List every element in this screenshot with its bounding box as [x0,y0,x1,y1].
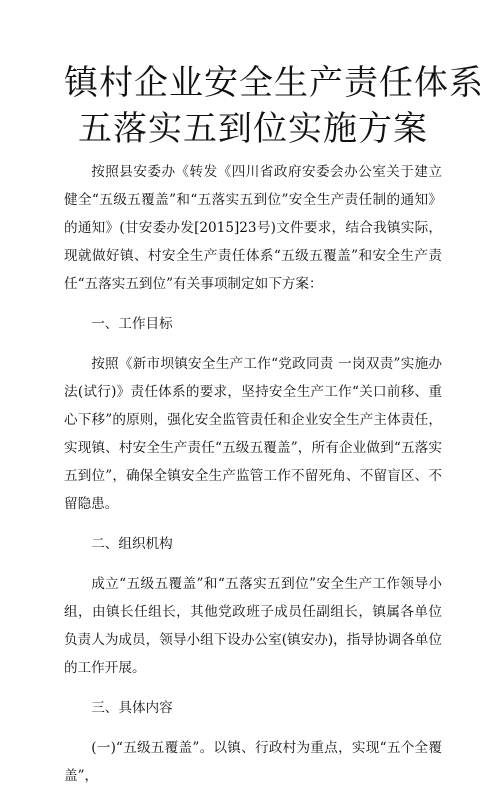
section-heading-organization: 二、组织机构 [91,536,173,552]
section-paragraph-organization: 成立“五级五覆盖”和“五落实五到位”安全生产工作领导小组，由镇长任组长，其他党政班子成员任副组长，镇属各单位负责人为成员，领导小组下设办公室(镇安办)，指导协调各单位的工作开展。 [64,576,442,676]
document-title [64,60,484,152]
section-heading-goals: 一、工作目标 [91,316,173,332]
section-paragraph-goals: 按照《新市坝镇安全生产工作“党政同责 一岗双责”实施办法(试行)》责任体系的要求，坚持安全生产工作“关口前移、重心下移”的原则，强化安全监管责任和企业安全生产主体责任，实现镇、村安全生产责任“五级五覆盖”，所有企业做到“五落实五到位”，确保全镇安全生产监管工作不留死角、不留盲区、不留隐患。 [64,356,442,512]
title-line-2: 五落实五到位实施方案 [78,109,428,149]
intro-paragraph: 按照县安委办《转发《四川省政府安委会办公室关于建立健全“五级五覆盖”和“五落实五到位”安全生产责任制的通知》的通知》(甘安委办发[2015]23号)文件要求，结合我镇实际，现就做好镇、村安全生产责任体系“五级五覆盖”和安全生产责任“五落实五到位”有关事项制定如下方案： [64,164,442,292]
document-body [64,158,442,790]
section-paragraph-content: (一)“五级五覆盖”。以镇、行政村为重点，实现“五个全覆盖”， [64,740,442,784]
title-line-1: 镇村企业安全生产责任体系 [64,63,484,103]
section-heading-content: 三、具体内容 [91,700,173,716]
